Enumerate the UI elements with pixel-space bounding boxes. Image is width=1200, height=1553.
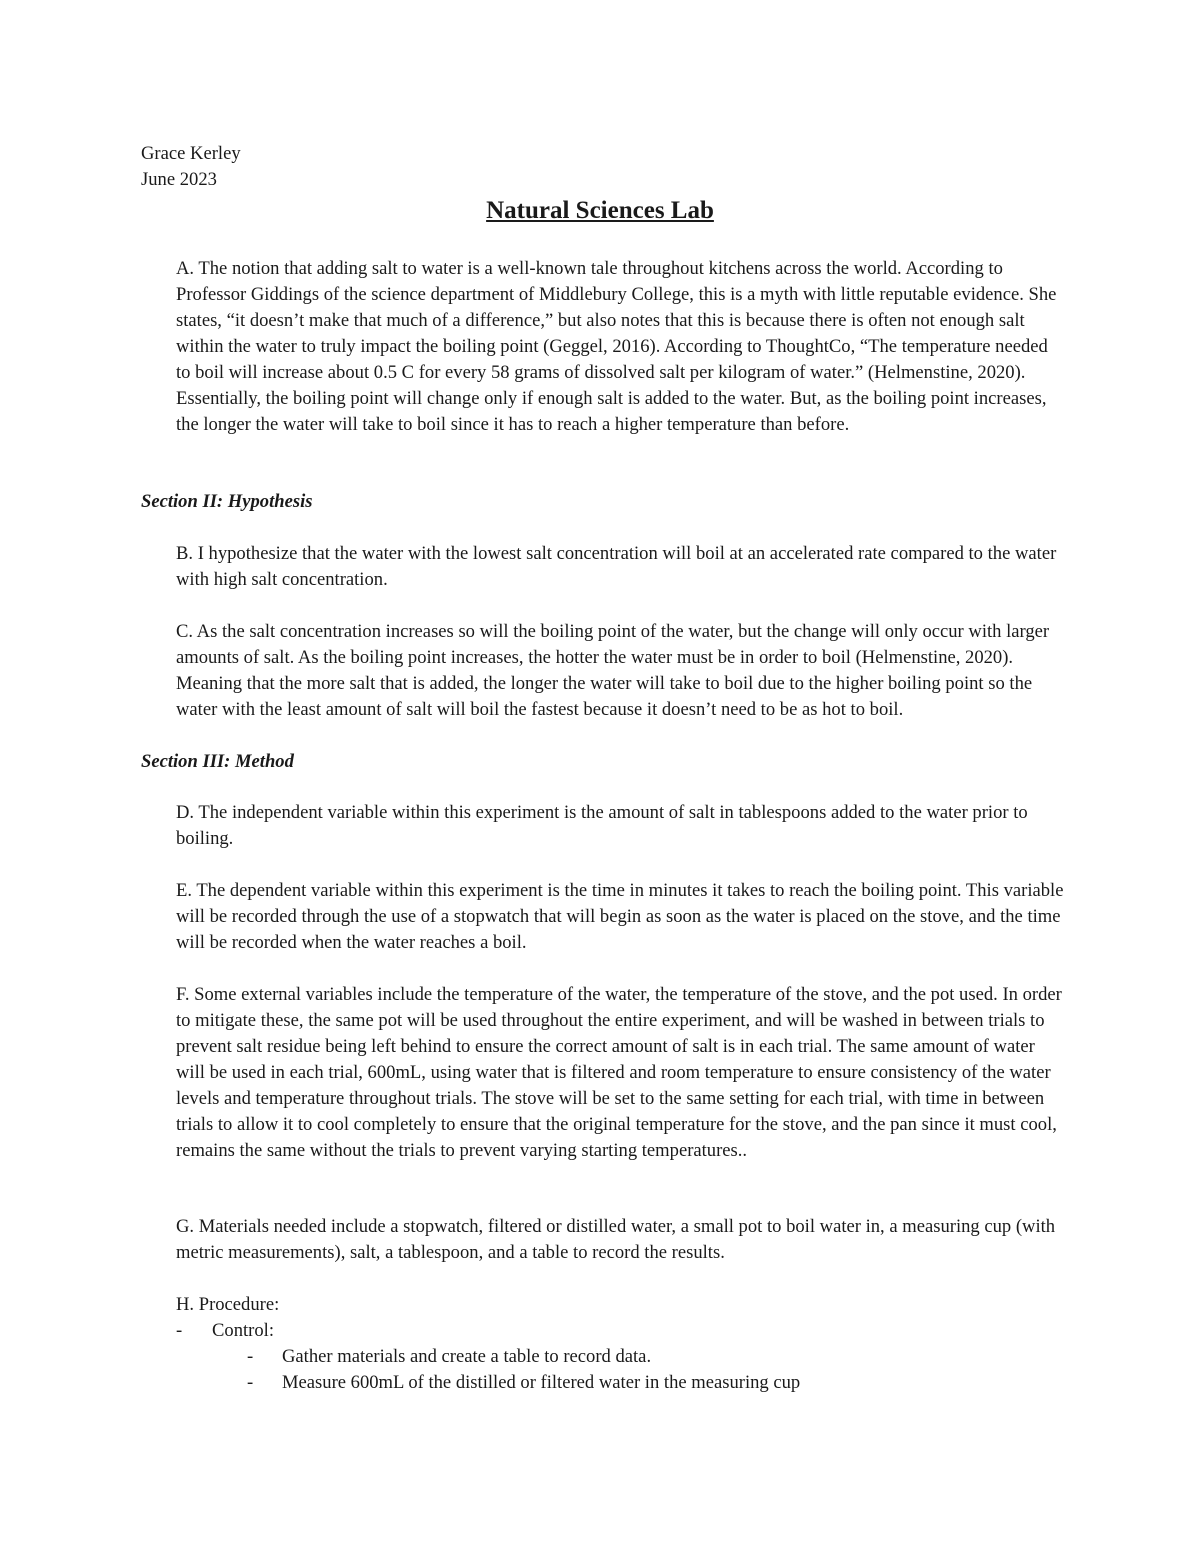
procedure-step-text: Gather materials and create a table to record data. bbox=[282, 1346, 652, 1367]
paragraph-b: B. I hypothesize that the water with the lowest salt concentration will boil at an accelerated rate compared to the water with high salt concentration. bbox=[176, 543, 1057, 590]
paragraph-d: D. The independent variable within this experiment is the amount of salt in tablespoons added to the water prior to boiling. bbox=[176, 802, 1028, 849]
document-date: June 2023 bbox=[141, 169, 217, 190]
author-name: Grace Kerley bbox=[141, 143, 241, 164]
bullet-dash: - bbox=[247, 1372, 254, 1393]
paragraph-h: H. Procedure: bbox=[176, 1294, 280, 1315]
document-title: Natural Sciences Lab bbox=[486, 197, 714, 224]
bullet-dash: - bbox=[247, 1346, 254, 1367]
document-header bbox=[141, 141, 241, 193]
bullet-dash: - bbox=[176, 1320, 183, 1341]
section-heading-hypothesis: Section II: Hypothesis bbox=[141, 491, 313, 512]
section-heading-method: Section III: Method bbox=[141, 751, 294, 772]
paragraph-a: A. The notion that adding salt to water is a well-known tale throughout kitchens across the world. According to Professor Giddings of the science department of Middlebury College, this is a myth with little reputable evidence. She states, “it doesn’t make that much of a difference,” but also notes that this is because there is often not enough salt within the water to truly impact the boiling point (Geggel, 2016). According to ThoughtCo, “The temperature needed to boil will increase about 0.5 C for every 58 grams of dissolved salt per kilogram of water.” (Helmenstine, 2020). Essentially, the boiling point will change only if enough salt is added to the water. But, as the boiling point increases, the longer the water will take to boil since it has to reach a higher temperature than before. bbox=[176, 258, 1057, 435]
control-label: Control: bbox=[212, 1320, 274, 1341]
paragraph-e: E. The dependent variable within this experiment is the time in minutes it takes to reach the boiling point. This variable will be recorded through the use of a stopwatch that will begin as soon as the water is placed on the stove, and the time will be recorded when the water reaches a boil. bbox=[176, 880, 1064, 953]
paragraph-g: G. Materials needed include a stopwatch, filtered or distilled water, a small pot to boil water in, a measuring cup (with metric measurements), salt, a tablespoon, and a table to record the results. bbox=[176, 1216, 1056, 1263]
procedure-step-text: Measure 600mL of the distilled or filtered water in the measuring cup bbox=[282, 1372, 801, 1393]
paragraph-f: F. Some external variables include the temperature of the water, the temperature of the stove, and the pot used. In order to mitigate these, the same pot will be used throughout the entire experiment, and will be washed in between trials to prevent salt residue being left behind to ensure the correct amount of salt is in each trial. The same amount of water will be used in each trial, 600mL, using water that is filtered and room temperature to ensure consistency of the water levels and temperature throughout trials. The stove will be set to the same setting for each trial, with time in between trials to allow it to cool completely to ensure that the original temperature for the stove, and the pan since it must cool, remains the same without the trials to prevent varying starting temperatures.. bbox=[176, 984, 1062, 1161]
paragraph-c: C. As the salt concentration increases so will the boiling point of the water, but the change will only occur with larger amounts of salt. As the boiling point increases, the hotter the water must be in order to boil (Helmenstine, 2020). Meaning that the more salt that is added, the longer the water will take to boil due to the higher boiling point so the water with the least amount of salt will boil the fastest because it doesn’t need to be as hot to boil. bbox=[176, 621, 1050, 720]
